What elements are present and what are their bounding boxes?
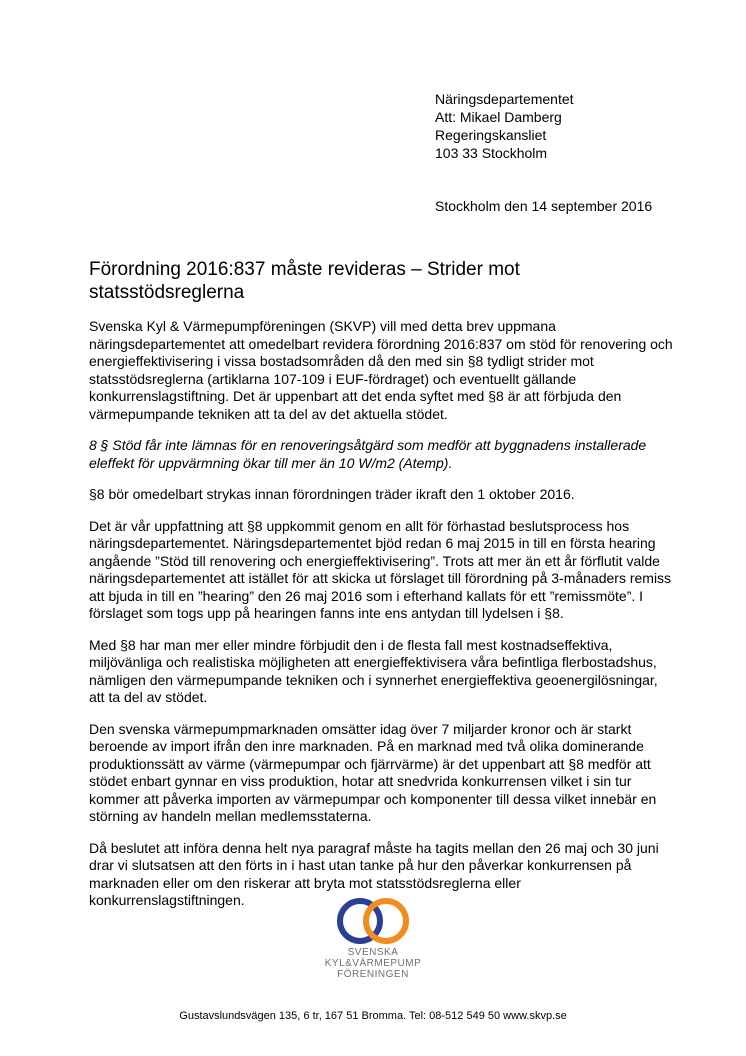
logo-text-line: SVENSKA bbox=[347, 947, 399, 958]
recipient-line: Regeringskansliet bbox=[435, 127, 547, 143]
recipient-address bbox=[435, 90, 574, 162]
paragraph: Med §8 har man mer eller mindre förbjudit den i de flesta fall mest kostnadseffektiva, miljövänliga och realistiska möjligheten att energieffektivisera våra befintliga flerbostadshus, nämligen den värmepumpande tekniken och i synnerhet energieffektiva geoenergilösningar, att ta del av stödet. bbox=[89, 636, 658, 705]
quoted-paragraph: 8 § Stöd får inte lämnas för en renoveringsåtgärd som medför att byggnadens installerade eleffekt för uppvärmning ökar till mer än 10 W/m2 (Atemp). bbox=[89, 437, 647, 471]
recipient-line: Att: Mikael Damberg bbox=[435, 109, 562, 125]
logo-text-line: KYL&VÄRMEPUMP bbox=[324, 958, 422, 969]
recipient-line: Näringsdepartementet bbox=[435, 91, 574, 107]
paragraph: Den svenska värmepumpmarknaden omsätter idag över 7 miljarder kronor och är starkt beroende av import ifrån den inre marknaden. På en marknad med två olika dominerande produktionssätt av värme (värmepumpar och fjärrvärme) är det uppenbart att §8 medför att stödet enbart gynnar en viss produktion, hotar att snedvrida konkurrensen vilket i sin tur kommer att påverka importen av värmepumpar och komponenter till dessa vilket innebär en störning av handeln mellan medlemsstaterna. bbox=[89, 720, 657, 824]
rings-logo-icon bbox=[332, 895, 414, 947]
paragraph: Det är vår uppfattning att §8 uppkommit genom en allt för förhastad beslutsprocess hos näringsdepartementet. Näringsdepartementet bjöd redan 6 maj 2015 in till en första hearing angående ”Stöd till renovering och energieffektivisering”. Trots att mer än ett år förflutit valde näringsdepartementet att istället för att skicka ut förslaget till förordning på 3-månaders remiss att bjuda in till en ”hearing” den 26 maj 2016 som i efterhand kallats för ett ”remissmöte”. I förslaget som togs upp på hearingen fanns inte ens antydan till lydelsen i §8. bbox=[89, 517, 672, 621]
organization-logo bbox=[300, 895, 446, 995]
logo-text-line: FÖRENINGEN bbox=[337, 969, 409, 980]
footer-contact: Gustavslundsvägen 135, 6 tr, 167 51 Bromma. Tel: 08-512 549 50 www.skvp.se bbox=[179, 1010, 567, 1022]
letter-title: Förordning 2016:837 måste revideras – Strider mot statsstödsreglerna bbox=[89, 259, 520, 303]
paragraph: Svenska Kyl & Värmepumpföreningen (SKVP) vill med detta brev uppmana näringsdepartementet att omedelbart revidera förordning 2016:837 om stöd för renovering och energieffektivisering i vissa bostadsområden då den med sin §8 tydligt strider mot statsstödsreglerna (artiklarna 107-109 i EUF-fördraget) och eventuellt gällande konkurrenslagstiftning. Det är uppenbart att det enda syftet med §8 är att förbjuda den värmepumpande tekniken att ta del av det aktuella stödet. bbox=[89, 318, 673, 422]
letter-body bbox=[89, 318, 673, 924]
recipient-line: 103 33 Stockholm bbox=[435, 145, 548, 161]
paragraph: Då beslutet att införa denna helt nya paragraf måste ha tagits mellan den 26 maj och 30 juni drar vi slutsatsen att den förts in i hast utan tanke på hur den påverkar konkurrensen på marknaden eller om den riskerar att bryta mot statsstödsreglerna eller konkurrenslagstiftningen. bbox=[89, 839, 659, 908]
letter-date: Stockholm den 14 september 2016 bbox=[435, 198, 653, 214]
paragraph: §8 bör omedelbart strykas innan förordningen träder ikraft den 1 oktober 2016. bbox=[89, 486, 575, 502]
